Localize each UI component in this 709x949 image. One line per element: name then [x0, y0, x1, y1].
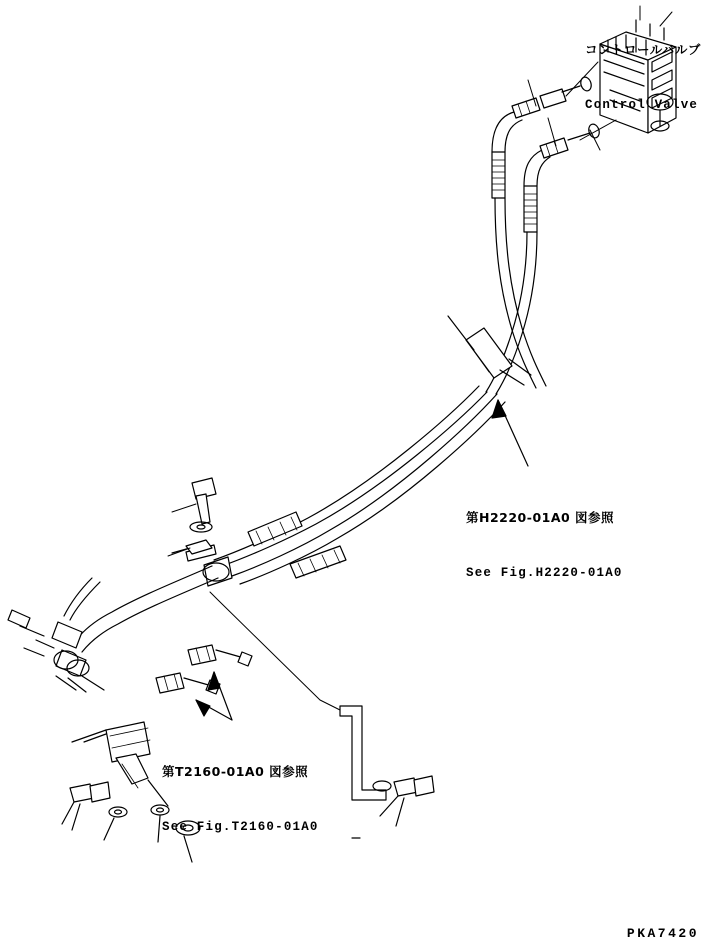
drawing-number: PKA7420	[626, 926, 699, 941]
label-ref-h2220	[466, 470, 623, 621]
ref-arrows-t2160	[196, 672, 232, 720]
left-lower-tube-group	[8, 566, 218, 692]
label-ref-t2160-en: See Fig.T2160-01A0	[162, 819, 319, 834]
label-control-valve	[585, 2, 701, 153]
label-control-valve-jp: コントロールバルブ	[585, 42, 701, 57]
label-ref-t2160-jp: 第T2160-01A0 図参照	[162, 764, 309, 779]
label-control-valve-en: Control Valve	[585, 97, 699, 112]
label-ref-h2220-jp: 第H2220-01A0 図参照	[466, 510, 615, 525]
label-ref-t2160	[162, 724, 319, 875]
bracket-bolt	[373, 776, 434, 826]
hose-stub-1	[188, 645, 252, 666]
tube-run-left	[214, 386, 505, 584]
label-ref-h2220-en: See Fig.H2220-01A0	[466, 565, 623, 580]
mount-plate	[72, 722, 150, 788]
clamp-tail	[448, 316, 474, 350]
